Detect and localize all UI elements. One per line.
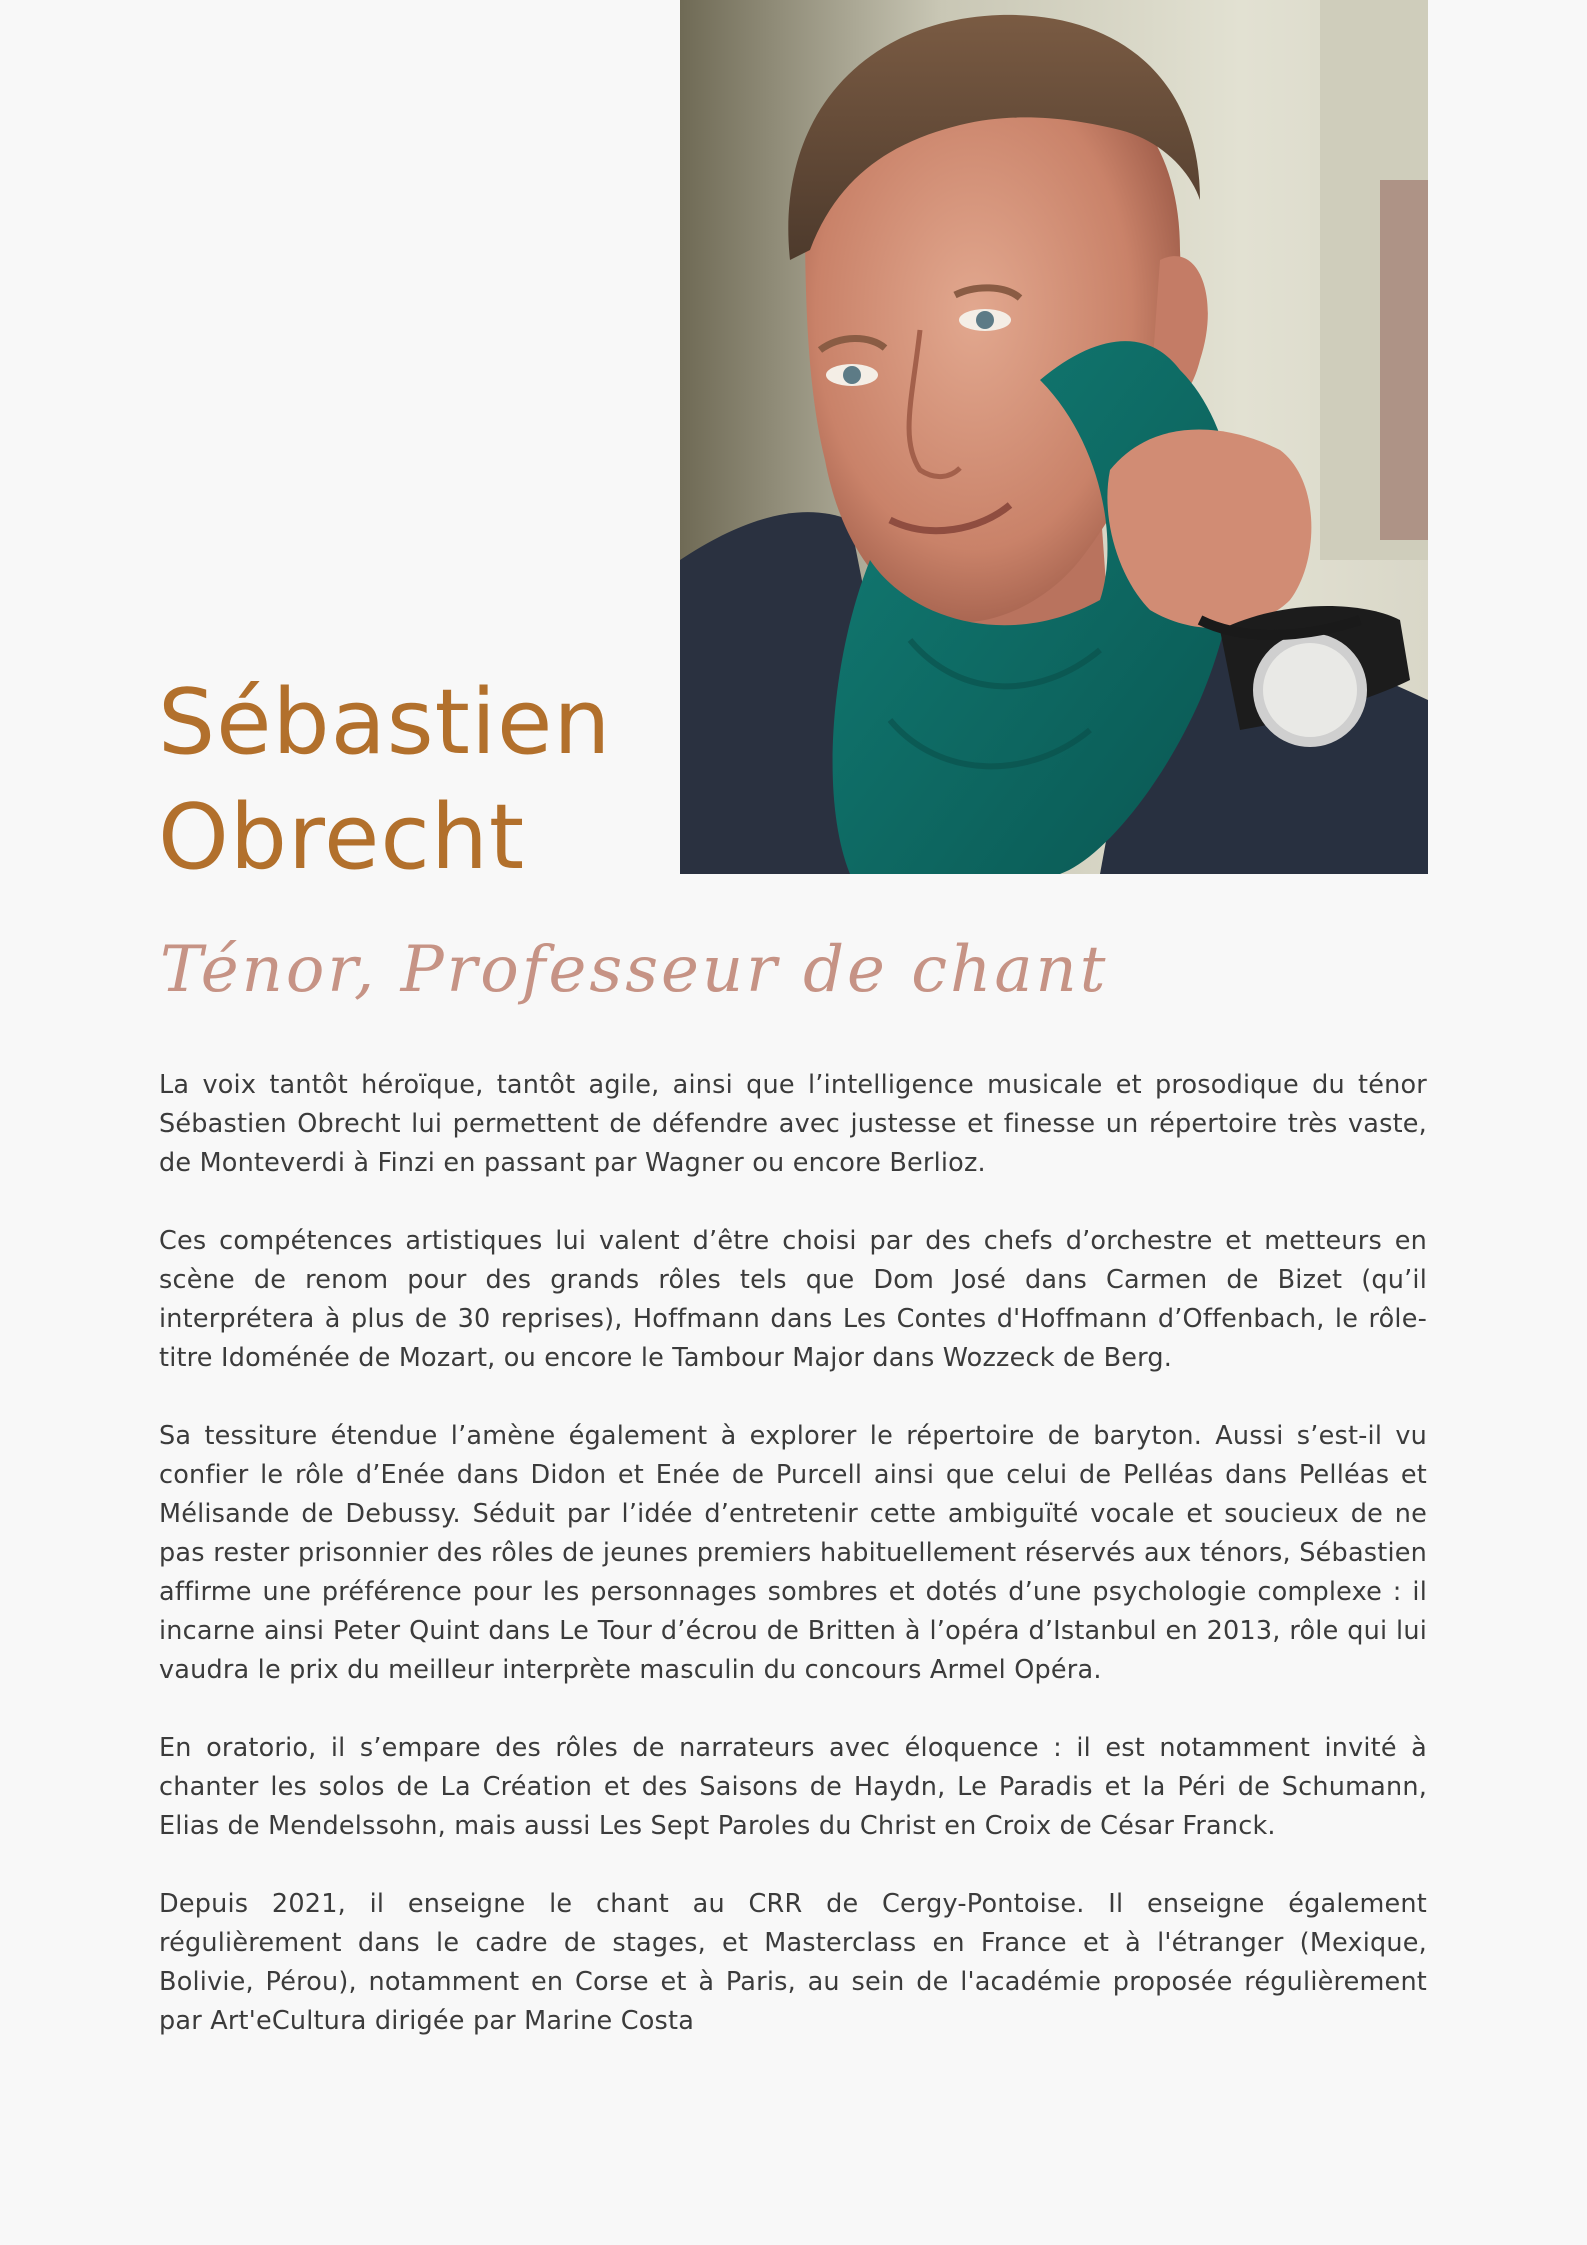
bio-paragraph-5: Depuis 2021, il enseigne le chant au CRR de Cergy-Pontoise. Il enseigne également régulièrement dans le cadre de stages, et Masterclass en France et à l'étranger (Mexique, Bolivie, Pérou), notamment en Corse et à Paris, au sein de l'académie proposée régulièrement par Art'eCultura dirigée par Marine Costa xyxy=(159,1889,1427,2036)
bio-paragraph-1: La voix tantôt héroïque, tantôt agile, ainsi que l’intelligence musicale et prosodique du ténor Sébastien Obrecht lui permettent de défendre avec justesse et finesse un répertoire très vaste, de Monteverdi à Finzi en passant par Wagner ou encore Berlioz. xyxy=(159,1070,1427,1178)
last-name: Obrecht xyxy=(158,785,526,890)
portrait-photo xyxy=(680,0,1428,874)
bio-paragraph-3: Sa tessiture étendue l’amène également à explorer le répertoire de baryton. Aussi s’est-il vu confier le rôle d’Enée dans Didon et Enée de Purcell ainsi que celui de Pelléas dans Pelléas et Mélisande de Debussy. Séduit par l’idée d’entretenir cette ambiguïté vocale et soucieux de ne pas rester prisonnier des rôles de jeunes premiers habituellement réservés aux ténors, Sébastien affirme une préférence pour les personnages sombres et dotés d’une psychologie complexe : il incarne ainsi Peter Quint dans Le Tour d’écrou de Britten à l’opéra d’Istanbul en 2013, rôle qui lui vaudra le prix du meilleur interprète masculin du concours Armel Opéra. xyxy=(159,1421,1427,1685)
bio-paragraph-2: Ces compétences artistiques lui valent d’être choisi par des chefs d’orchestre et metteurs en scène de renom pour des grands rôles tels que Dom José dans Carmen de Bizet (qu’il interprétera à plus de 30 reprises), Hoffmann dans Les Contes d'Hoffmann d’Offenbach, le rôle-titre Idoménée de Mozart, ou encore le Tambour Major dans Wozzeck de Berg. xyxy=(159,1226,1427,1373)
biography xyxy=(159,1066,1427,2080)
first-name: Sébastien xyxy=(158,670,612,775)
person-name xyxy=(158,665,678,895)
bio-paragraph-4: En oratorio, il s’empare des rôles de narrateurs avec éloquence : il est notamment invité à chanter les solos de La Création et des Saisons de Haydn, Le Paradis et la Péri de Schumann, Elias de Mendelssohn, mais aussi Les Sept Paroles du Christ en Croix de César Franck. xyxy=(159,1733,1427,1841)
job-title: Ténor, Professeur de chant xyxy=(160,933,1109,1007)
